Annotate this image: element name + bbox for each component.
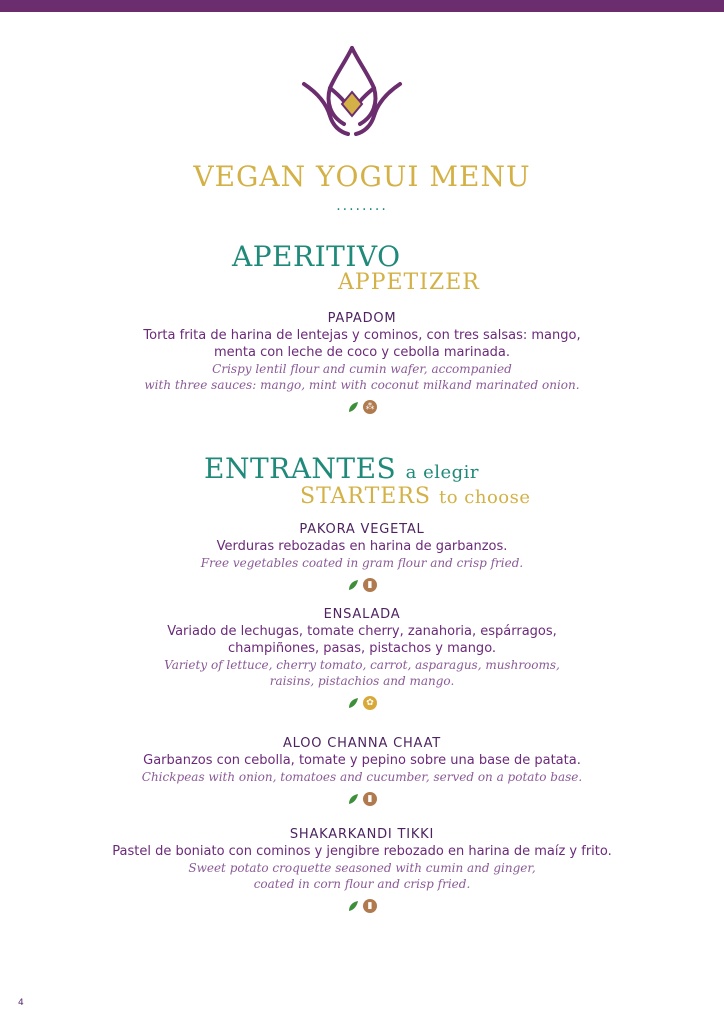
item-name: ENSALADA <box>323 607 401 622</box>
leaf-icon <box>347 401 359 413</box>
menu-item-shakarkandi-tikki <box>0 826 724 914</box>
item-description-en: Crispy lentil flour and cumin wafer, accompanied <box>212 362 512 376</box>
section-starters-heading <box>300 484 531 509</box>
dietary-badges <box>0 791 724 807</box>
item-description-en: raisins, pistachios and mango. <box>269 674 455 688</box>
leaf-icon <box>347 793 359 805</box>
item-description-en: Free vegetables coated in gram flour and crisp fried. <box>200 556 524 570</box>
menu-item-aloo-channa-chaat <box>0 735 724 807</box>
section-starters-title: STARTERS <box>300 484 431 509</box>
item-description-en: Variety of lettuce, cherry tomato, carrot, asparagus, mushrooms, <box>164 658 560 672</box>
dietary-badges <box>0 898 724 914</box>
item-description-es: Pastel de boniato con cominos y jengibre rebozado en harina de maíz y frito. <box>112 844 612 859</box>
dietary-badges <box>0 695 724 711</box>
menu-item-ensalada <box>0 606 724 711</box>
section-starters-suffix: to choose <box>438 487 531 508</box>
item-description-en: Chickpeas with onion, tomatoes and cucumber, served on a potato base. <box>141 770 583 784</box>
item-name: SHAKARKANDI TIKKI <box>289 827 435 842</box>
item-description-es: Garbanzos con cebolla, tomate y pepino sobre una base de patata. <box>143 753 581 768</box>
nuts-icon: ✿ <box>363 696 377 710</box>
oil-bottle-icon: ▮ <box>363 899 377 913</box>
item-description-en: with three sauces: mango, mint with coconut milkand marinated onion. <box>144 378 580 392</box>
section-appetizer-heading: APPETIZER <box>338 270 480 295</box>
item-description-es: Variado de lechugas, tomate cherry, zanahoria, espárragos, <box>167 624 557 639</box>
item-name: ALOO CHANNA CHAAT <box>282 736 442 751</box>
oil-bottle-icon: ▮ <box>363 792 377 806</box>
section-entrantes-suffix: a elegir <box>405 462 480 483</box>
item-description-es: Verduras rebozadas en harina de garbanzos. <box>216 539 508 554</box>
dietary-badges <box>0 399 724 415</box>
top-color-bar <box>0 0 724 12</box>
menu-title: VEGAN YOGUI MENU <box>193 160 531 193</box>
leaf-icon <box>347 697 359 709</box>
title-dots-divider: ........ <box>336 198 388 214</box>
menu-item-pakora-vegetal <box>0 521 724 593</box>
item-description-es: Torta frita de harina de lentejas y cominos, con tres salsas: mango, <box>143 328 581 343</box>
leaf-icon <box>347 579 359 591</box>
menu-item-papadom <box>0 310 724 415</box>
section-entrantes-heading <box>204 452 479 485</box>
item-description-en: Sweet potato croquette seasoned with cumin and ginger, <box>188 861 536 875</box>
item-description-es: champiñones, pasas, pistachos y mango. <box>227 641 497 656</box>
section-entrantes-title: ENTRANTES <box>204 452 397 485</box>
item-description-en: coated in corn flour and crisp fried. <box>253 877 471 891</box>
item-name: PAPADOM <box>327 311 397 326</box>
page-number: 4 <box>18 998 24 1008</box>
item-name: PAKORA VEGETAL <box>299 522 425 537</box>
oil-bottle-icon: ▮ <box>363 578 377 592</box>
item-description-es: menta con leche de coco y cebolla marinada. <box>213 345 511 360</box>
section-aperitivo-heading: APERITIVO <box>232 240 401 273</box>
leaf-icon <box>347 900 359 912</box>
wheat-icon: ⁂ <box>363 400 377 414</box>
dietary-badges <box>0 577 724 593</box>
lotus-crown-logo <box>300 44 404 140</box>
